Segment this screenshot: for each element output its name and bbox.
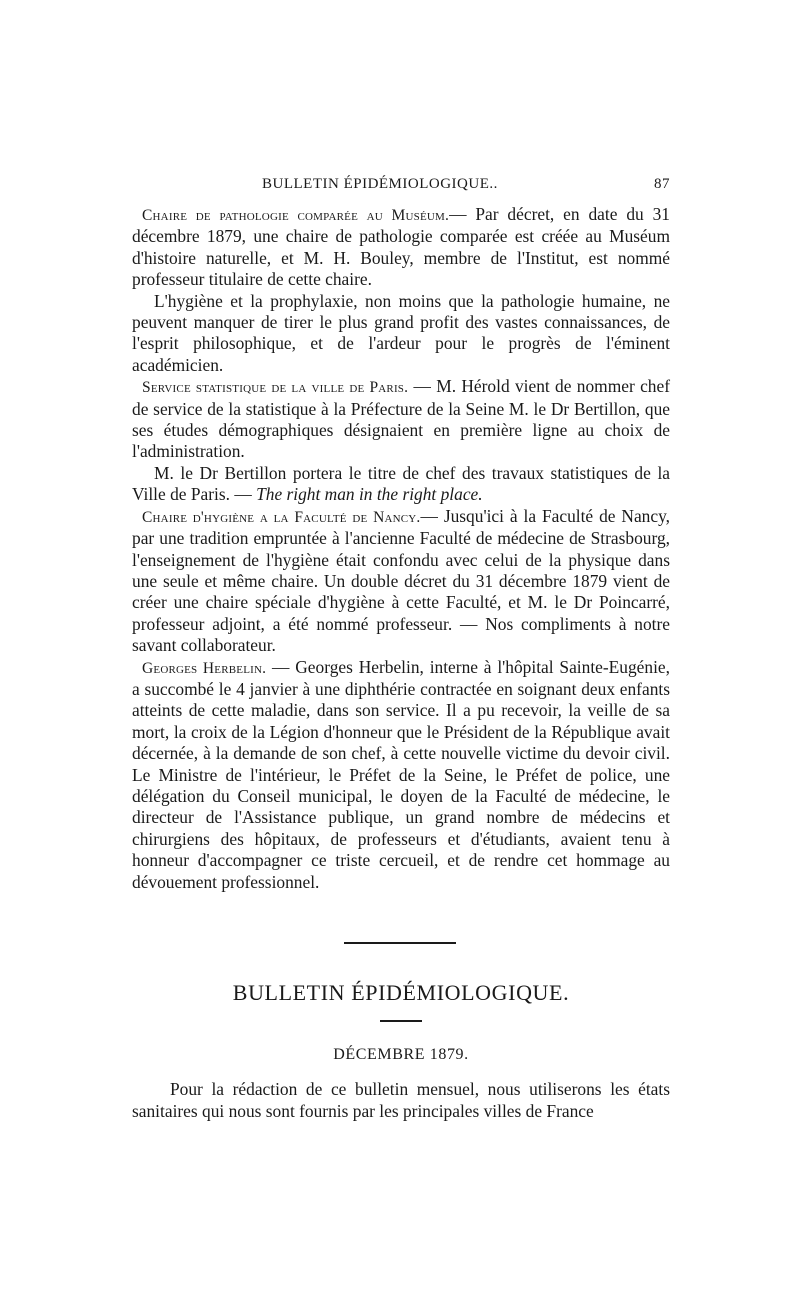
article-heading: Chaire de pathologie comparée au Muséum.: [142, 207, 450, 224]
article-herbelin: [132, 657, 670, 893]
section-divider-rule: [344, 942, 456, 944]
section-date: DÉCEMBRE 1879.: [333, 1046, 469, 1063]
title-underline-rule: [380, 1020, 422, 1022]
article-paragraph: [132, 463, 670, 506]
article-text: M. le Dr Bertillon portera le titre de chef des travaux statistiques de la Ville de Paris. —: [132, 462, 670, 505]
article-heading: Service statistique de la ville de Paris.: [142, 379, 409, 397]
article-statistique: [132, 376, 670, 463]
italic-phrase: The right man in the right place.: [256, 484, 483, 505]
running-title: BULLETIN ÉPIDÉMIOLOGIQUE..: [262, 176, 498, 192]
article-body: [132, 204, 670, 893]
article-nancy: [132, 506, 670, 657]
page-number: 87: [654, 176, 670, 192]
running-header: [132, 176, 670, 200]
article-text: — Par décret, en date du 31 décembre 1879, une chaire de pathologie comparée est créée au Muséum d'histoire naturelle, et M. H. Bouley, membre de l'Institut, est nommé professeur titulaire de cette chaire.: [132, 204, 670, 290]
section-title: BULLETIN ÉPIDÉMIOLOGIQUE.: [232, 980, 570, 1005]
article-text: — Georges Herbelin, interne à l'hôpital Sainte-Eugénie, a succombé le 4 janvier à une diphthérie contractée en soignant deux enfants atteints de cette maladie, dans son service. Il a pu recevoir, la veille de sa mort, la croix de la Légion d'honneur que le Président de la République avait décernée, à la demande de son chef, à cette nouvelle victime du devoir civil. Le Ministre de l'intérieur, le Préfet de la Seine, le Préfet de police, une délégation du Conseil municipal, le doyen de la Faculté de médecine, le directeur de l'Assistance publique, un grand nombre de médecins et chirurgiens des hôpitaux, de professeurs et d'étudiants, avaient tenu à honneur d'accompagner ce triste cercueil, et de rendre cet hommage au dévouement professionnel.: [132, 656, 670, 892]
section-intro: [132, 1078, 670, 1122]
article-paragraph: L'hygiène et la prophylaxie, non moins que la pathologie humaine, ne peuvent manquer de tirer le plus grand profit des vastes connaissances, de l'esprit philosophique, et de l'ardeur pour le progrès de l'éminent académicien.: [132, 290, 670, 375]
article-text: — M. Hérold vient de nommer chef de service de la statistique à la Préfecture de la Seine M. le Dr Bertillon, que ses études démographiques désignaient en première ligne au choix de l'administration.: [132, 376, 670, 462]
article-heading: Chaire d'hygiène a la Faculté de Nancy.: [142, 508, 421, 526]
article-text: — Jusqu'ici à la Faculté de Nancy, par une tradition empruntée à l'ancienne Faculté de médecine de Strasbourg, l'enseignement de l'hygiène était confondu avec celui de la physique dans une seule et même chaire. Un double décret du 31 décembre 1879 vient de créer une chaire spéciale d'hygiène à cette Faculté, et M. le Dr Poincarré, professeur adjoint, a été nommé professeur. — Nos compliments à notre savant collaborateur.: [132, 505, 671, 656]
article-museum: [132, 204, 670, 291]
intro-paragraph: Pour la rédaction de ce bulletin mensuel, nous utiliserons les états sanitaires qui nous sont fournis par les principales villes de France: [132, 1079, 670, 1121]
article-heading: Georges Herbelin.: [142, 659, 267, 677]
